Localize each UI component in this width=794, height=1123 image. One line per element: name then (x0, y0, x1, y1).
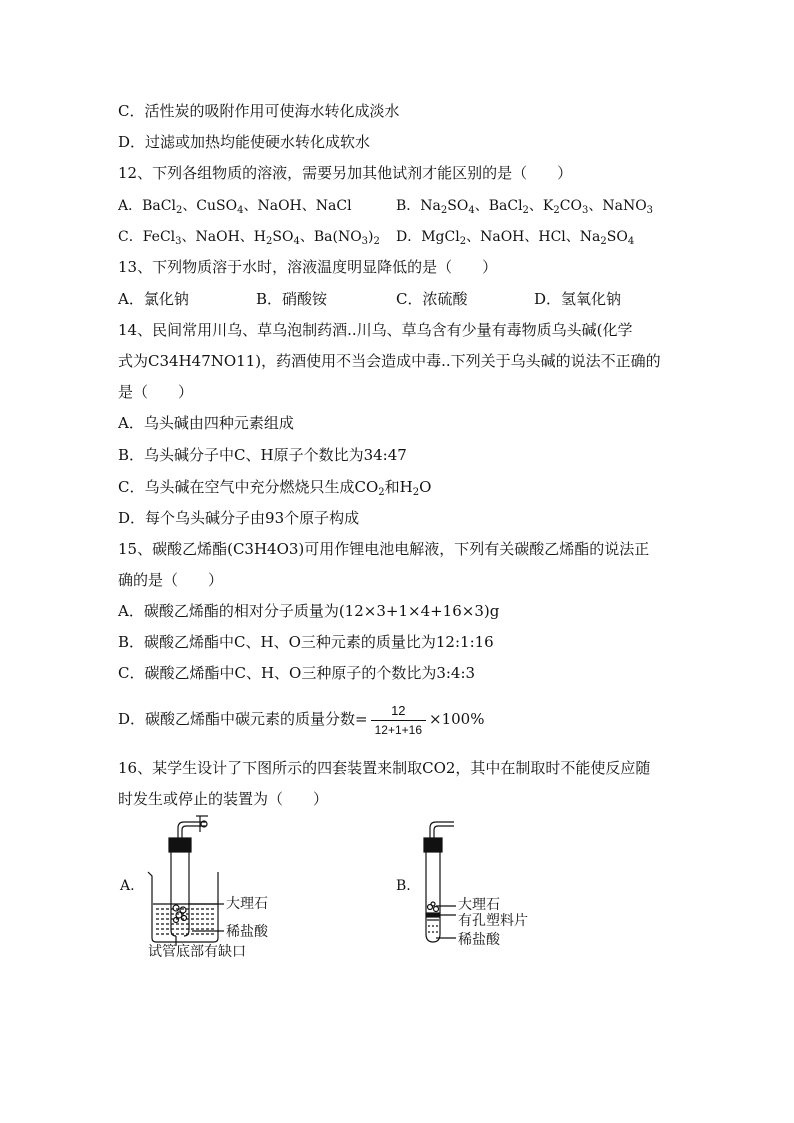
q12-option-a: A．BaCl$_2$、CuSO$_4$、NaOH、NaCl (118, 198, 352, 216)
fig-a-label-notch: 试管底部有缺口 (148, 944, 246, 960)
fig-a-label-marble: 大理石 (226, 896, 268, 912)
q16-stem-line1: 16、某学生设计了下图所示的四套装置来制取CO2，其中在制取时不能使反应随 (118, 759, 651, 777)
q15-option-a: A．碳酸乙烯酯的相对分子质量为(12×3+1×4+16×3)g (118, 602, 500, 620)
q12-option-b: B．$Na_2SO_4$、BaCl$_2$、$K_2CO_3$、NaNO$_3$ (396, 198, 654, 216)
fig-b-label-acid: 稀盐酸 (458, 932, 500, 948)
q13-stem: 13、下列物质溶于水时，溶液温度明显降低的是（ ） (118, 258, 498, 276)
q14-option-b: B．乌头碱分子中C、H原子个数比为34:47 (118, 446, 407, 464)
q11-option-c: C．活性炭的吸附作用可使海水转化成淡水 (118, 102, 400, 120)
fig-b-label-plate: 有孔塑料片 (458, 913, 528, 929)
fig-a-label-acid: 稀盐酸 (226, 924, 268, 940)
q14-option-d: D．每个乌头碱分子由93个原子构成 (118, 509, 360, 527)
q15-stem-line2: 确的是（ ） (118, 571, 224, 589)
q14-option-a: A．乌头碱由四种元素组成 (118, 414, 294, 432)
q15-option-b: B．碳酸乙烯酯中C、H、O三种元素的质量比为12:1:16 (118, 633, 494, 651)
q14-stem-line1: 14、民间常用川乌、草乌泡制药酒..川乌、草乌含有少量有毒物质乌头碱(化学 (118, 321, 633, 339)
q15-stem-line1: 15、碳酸乙烯酯(C3H4O3)可用作锂电池电解液，下列有关碳酸乙烯酯的说法正 (118, 540, 650, 558)
q12-stem: 12、下列各组物质的溶液，需要另加其他试剂才能区别的是（ ） (118, 164, 573, 182)
q14-option-c: C．乌头碱在空气中充分燃烧只生成$CO_2$和$H_2O$ (118, 478, 432, 498)
apparatus-b (424, 822, 456, 942)
q12-option-c: C．FeCl$_3$、NaOH、$H_2SO_4$、$Ba(NO_3)_2$ (118, 229, 380, 247)
fig-b-label-marble: 大理石 (458, 897, 500, 913)
q15-option-d: D．碳酸乙烯酯中碳元素的质量分数= $\frac{12}{12+1+16}$ ×100% (118, 702, 485, 737)
q13-option-d: D．氢氧化钠 (534, 290, 622, 308)
q15-option-c: C．碳酸乙烯酯中C、H、O三种原子的个数比为3:4:3 (118, 664, 476, 682)
fig-b-letter: B. (396, 878, 411, 894)
q12-option-d: D．MgCl$_2$、NaOH、HCl、$Na_2SO_4$ (396, 229, 635, 247)
q16-stem-line2: 时发生或停止的装置为（ ） (118, 790, 329, 808)
q13-option-c: C．浓硫酸 (396, 290, 468, 308)
q13-option-a: A．氯化钠 (118, 290, 189, 308)
q11-option-d: D．过滤或加热均能使硬水转化成软水 (118, 133, 371, 151)
mass-fraction: $\frac{12}{12+1+16}$ (371, 702, 426, 739)
q14-stem-line3: 是（ ） (118, 383, 194, 401)
fig-a-letter: A. (120, 878, 135, 894)
q13-option-b: B．硝酸铵 (256, 290, 328, 308)
q14-stem-line2: 式为C34H47NO11)，药酒使用不当会造成中毒..下列关于乌头碱的说法不正确的 (118, 352, 661, 370)
apparatus-a (148, 816, 224, 946)
